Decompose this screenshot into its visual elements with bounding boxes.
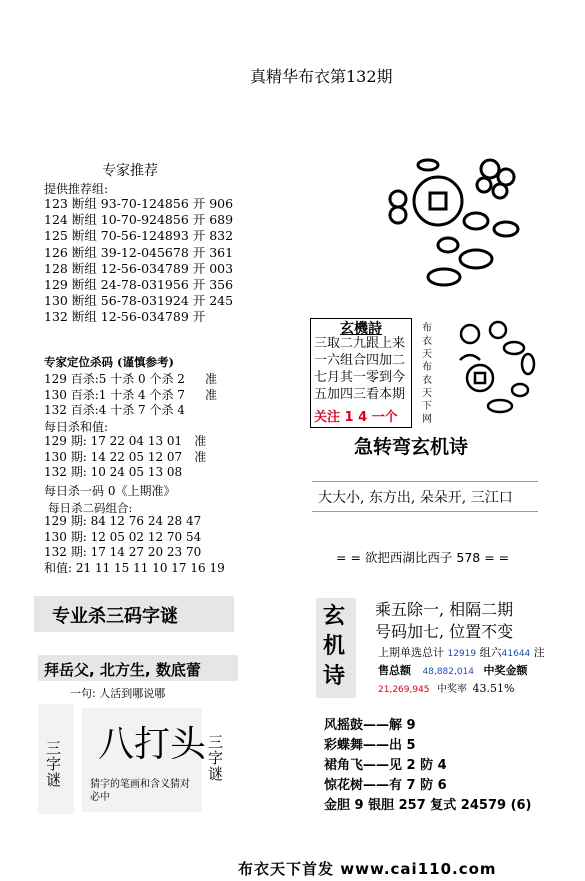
stat1-value2: 41644: [501, 649, 531, 659]
expert-list: [44, 196, 233, 326]
rate-value: 43.51%: [472, 682, 515, 695]
poem2-stat1: [378, 644, 545, 660]
sum-mark: 准: [194, 449, 207, 464]
xuanji-vertical: 布衣天布衣天下网: [422, 323, 432, 425]
sum-row: 130 期: 14 22 05 12 07: [44, 449, 183, 464]
kill-mark: 准: [204, 387, 217, 402]
two-list: [44, 514, 225, 576]
kill-row: 132 百杀:4 十杀 7 个杀 4: [44, 403, 185, 417]
poem2-line2: 号码加七, 位置不变: [375, 622, 514, 641]
expert-row: 126 断组 39-12-045678 开 361: [44, 244, 234, 260]
sum-mark: 准: [194, 434, 207, 448]
coins-illustration-icon: [380, 155, 530, 290]
two-row: 132 期: 17 14 27 20 23 70: [44, 545, 202, 559]
stat1-label2: 组六: [479, 646, 502, 659]
kill-heading: 专家定位杀码 (谨慎参考): [44, 355, 174, 369]
kill-row: 130 百杀:1 十杀 4 个杀 7: [44, 387, 185, 402]
expert-row: 132 断组 12-56-034789 开: [44, 309, 206, 325]
xuanji-focus: 关注 1 4 一个: [314, 410, 398, 425]
two-row: 和值: 21 11 15 11 10 17 16 19: [44, 560, 225, 575]
sales-value: 48,882,014: [422, 667, 475, 677]
hints-list: [324, 716, 532, 816]
poem2-side: 玄机诗: [323, 604, 346, 689]
xuanji-poem: [314, 335, 405, 403]
riddle-box: [38, 704, 238, 816]
hint-row: 裙角飞——见 2 防 4: [324, 758, 447, 773]
two-row: 129 期: 84 12 76 24 28 47: [44, 514, 202, 528]
sales-label: 售总额: [378, 664, 411, 677]
poem2-sales: [378, 662, 528, 678]
sum-row: 132 期: 10 24 05 13 08: [44, 465, 183, 479]
two-heading: 每日杀二码组合:: [48, 501, 133, 515]
one-code: 每日杀一码 0《上期准》: [44, 484, 176, 498]
riddle-big: 八打头: [98, 724, 207, 765]
sum-row: 129 期: 17 22 04 13 01: [44, 434, 183, 448]
poem-line: 一六组合四加二: [314, 353, 406, 368]
kill-list: [44, 372, 217, 419]
stat1-tail: 注: [533, 646, 545, 659]
expert-row: 130 断组 56-78-031924 开 245: [44, 293, 234, 309]
kill-mark: 准: [204, 372, 217, 386]
xuanji-heading: 玄機詩: [340, 321, 382, 337]
expert-heading: 专家推荐: [102, 163, 158, 179]
riddle-left-label: 三字谜: [46, 739, 62, 789]
sum-heading: 每日杀和值:: [44, 420, 109, 434]
stat1-value: 12919: [447, 649, 477, 659]
expert-row: 124 断组 10-70-924856 开 689: [44, 212, 234, 228]
riddle-line1: 拜岳父, 北方生, 数底蕾: [44, 661, 201, 679]
expert-row: 129 断组 24-78-031956 开 356: [44, 277, 234, 293]
poem-line: 三取二九跟上来: [314, 336, 406, 351]
prize-label: 中奖金额: [483, 664, 528, 677]
riddle-right-label: 三字谜: [208, 733, 224, 783]
rate-label: 中奖率: [437, 684, 468, 695]
jizhuan-line: 大大小, 东方出, 朵朵开, 三江口: [318, 490, 513, 506]
divider: [312, 511, 538, 512]
xihu-text: = = 欲把西湖比西子 578 = =: [336, 550, 510, 565]
poem2-prize: [378, 680, 514, 695]
expert-row: 123 断组 93-70-124856 开 906: [44, 196, 234, 211]
footer-text: 布衣天下首发 www.cai110.com: [238, 860, 497, 878]
stat1-label: 上期单选总计: [378, 646, 444, 659]
riddle-note: 猜字的笔画和含义猜对必中: [90, 779, 190, 803]
prize-value: 21,269,945: [378, 685, 430, 695]
page-title: 真精华布衣第132期: [250, 67, 393, 86]
jizhuan-title: 急转弯玄机诗: [354, 436, 469, 458]
divider: [312, 481, 538, 482]
poem-line: 五加四三看本期: [314, 387, 406, 402]
sum-list: [44, 434, 206, 481]
riddle-banner: 专业杀三码字谜: [52, 606, 178, 627]
expert-row: 125 断组 70-56-124893 开 832: [44, 228, 234, 244]
riddle-line2: 一句: 人活到哪说哪: [70, 687, 166, 700]
hint-row: 风摇鼓——解 9: [324, 718, 416, 733]
kill-row: 129 百杀:5 十杀 0 个杀 2: [44, 372, 185, 386]
expert-row: 128 断组 12-56-034789 开 003: [44, 260, 234, 276]
expert-sub: 提供推荐组:: [44, 182, 109, 196]
hint-row: 金胆 9 银胆 257 复式 24579 (6): [324, 798, 532, 813]
coins-small-illustration-icon: [450, 320, 540, 415]
poem-line: 七月其一零到今: [314, 370, 406, 385]
poem2-line1: 乘五除一, 相隔二期: [375, 600, 514, 619]
two-row: 130 期: 12 05 02 12 70 54: [44, 529, 202, 544]
hint-row: 彩蝶舞——出 5: [324, 738, 416, 753]
hint-row: 惊花树——有 7 防 6: [324, 778, 447, 793]
